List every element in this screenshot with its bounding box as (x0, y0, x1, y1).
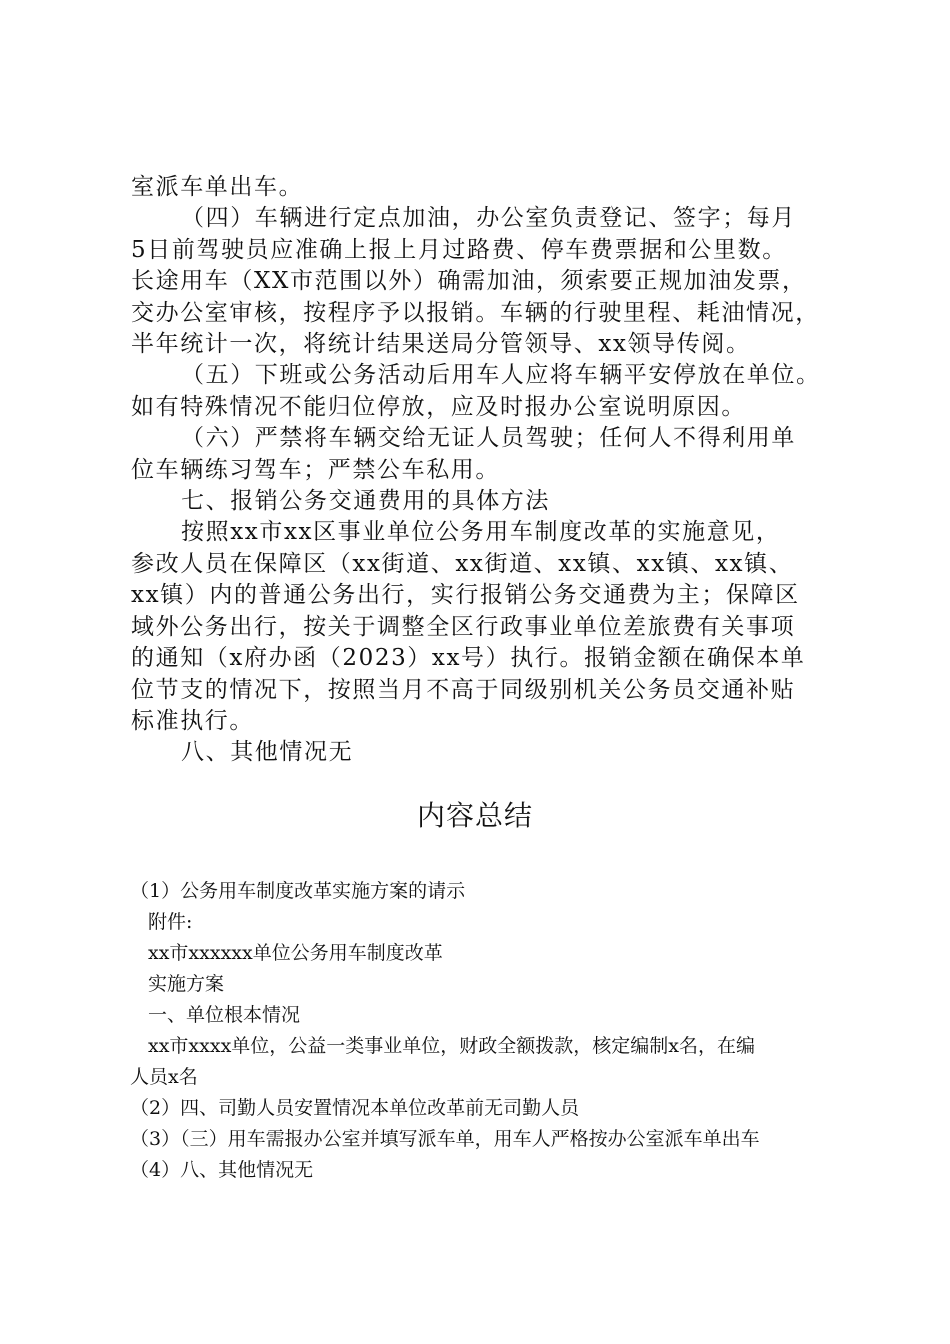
summary-line: 实施方案 (148, 973, 225, 995)
section-heading: 八、其他情况无 (181, 739, 354, 766)
body-line: （四）车辆进行定点加油，办公室负责登记、签字；每月 (181, 205, 796, 232)
body-line: 标准执行。 (131, 707, 254, 734)
body-line: 参改人员在保障区（xx街道、xx街道、xx镇、xx镇、xx镇、 (131, 550, 794, 577)
body-line: 交办公室审核，按程序予以报销。车辆的行驶里程、耗油情况， (131, 299, 820, 326)
body-line: xx镇）内的普通公务出行，实行报销公务交通费为主；保障区 (131, 582, 800, 609)
body-line: 位车辆练习驾车；严禁公车私用。 (131, 456, 500, 483)
section-heading: 七、报销公务交通费用的具体方法 (181, 488, 550, 515)
body-line: 室派车单出车。 (131, 174, 304, 200)
summary-line: （3）（三）用车需报办公室并填写派车单，用车人严格按办公室派车单出车 (130, 1128, 760, 1150)
summary-line: （4）八、其他情况无 (130, 1159, 314, 1181)
body-line: 如有特殊情况不能归位停放，应及时报办公室说明原因。 (131, 393, 746, 420)
body-line: 域外公务出行，按关于调整全区行政事业单位差旅费有关事项 (131, 613, 796, 640)
body-line: 的通知（x府办函（2023）xx号）执行。报销金额在确保本单 (131, 645, 806, 672)
body-line: 半年统计一次，将统计结果送局分管领导、xx领导传阅。 (131, 331, 751, 358)
body-line: 5日前驾驶员应准确上报上月过路费、停车费票据和公里数。 (131, 236, 787, 263)
body-line: 按照xx市xx区事业单位公务用车制度改革的实施意见， (181, 519, 781, 546)
summary-line: （2）四、司勤人员安置情况本单位改革前无司勤人员 (130, 1097, 580, 1119)
summary-line: xx市xxxx单位，公益一类事业单位，财政全额拨款，核定编制x名，在编 (148, 1035, 756, 1057)
body-text (131, 172, 831, 769)
summary-line: 一、单位根本情况 (148, 1004, 301, 1026)
summary-line: 附件: (148, 911, 193, 933)
body-line: 长途用车（XX市范围以外）确需加油，须索要正规加油发票， (131, 268, 807, 295)
summary-line: xx市xxxxxx单位公务用车制度改革 (148, 942, 443, 964)
body-line: （五）下班或公务活动后用车人应将车辆平安停放在单位。 (181, 362, 821, 389)
summary-list (130, 876, 830, 1186)
summary-line: 人员x名 (130, 1066, 198, 1088)
body-line: （六）严禁将车辆交给无证人员驾驶；任何人不得利用单 (181, 425, 796, 452)
summary-line: （1）公务用车制度改革实施方案的请示 (130, 880, 466, 902)
body-line: 位节支的情况下，按照当月不高于同级别机关公务员交通补贴 (131, 676, 796, 703)
summary-title: 内容总结 (416, 799, 533, 832)
